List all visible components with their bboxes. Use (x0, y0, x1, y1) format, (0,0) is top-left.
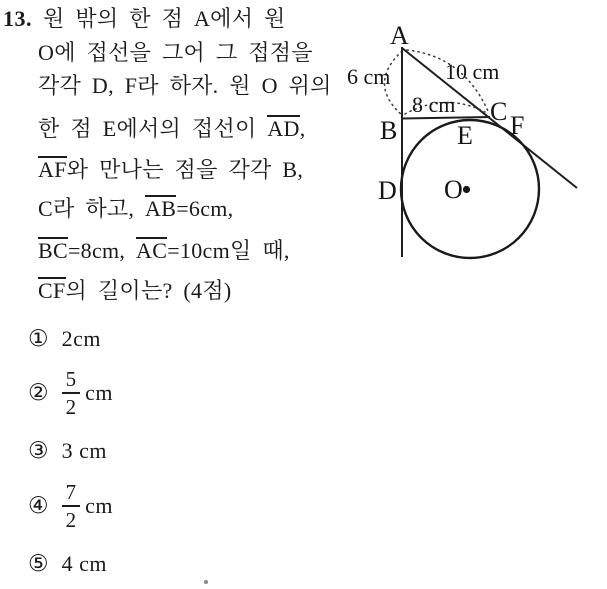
point-label-B: B (380, 116, 398, 145)
problem-line-8 (38, 278, 232, 304)
problem-line-7 (38, 238, 290, 264)
point-label-O: O (444, 175, 463, 204)
line-text: =6cm, (176, 196, 234, 221)
overlined-segment-AD: AD (267, 116, 300, 141)
line-text: 원 밖의 한 점 A에서 원 (43, 6, 286, 31)
overlined-segment-AC: AC (136, 238, 168, 263)
choice-5-marker: ⑤ (28, 551, 49, 577)
problem-line-6 (38, 196, 234, 222)
choice-4-marker: ④ (28, 493, 49, 520)
choice-3-value: 3 cm (61, 438, 108, 463)
point-label-A: A (390, 21, 409, 50)
choice-5-value: 4 cm (61, 551, 108, 576)
choice-2-unit: cm (85, 380, 114, 406)
choice-1 (28, 326, 101, 352)
problem-line-1 (3, 6, 286, 32)
point-label-C: C (490, 97, 508, 126)
point-label-E: E (457, 121, 473, 150)
overlined-segment-AF: AF (38, 157, 67, 182)
choice-2-marker: ② (28, 380, 49, 407)
point-label-D: D (378, 176, 397, 205)
choice-1-value: 2cm (61, 326, 102, 351)
choice-2 (28, 368, 113, 418)
overlined-segment-AB: AB (145, 196, 177, 221)
geometry-diagram (340, 20, 600, 270)
fraction-denominator: 2 (65, 508, 77, 533)
line-text: C라 하고, (38, 196, 146, 221)
line-text: 와 만나는 점을 각각 B, (66, 157, 304, 182)
center-dot (463, 186, 470, 193)
measure-label-8cm: 8 cm (412, 92, 456, 117)
problem-line-3 (38, 73, 332, 99)
choice-3-marker: ③ (28, 438, 49, 464)
fraction-denominator: 2 (65, 395, 77, 420)
problem-line-4 (38, 116, 306, 142)
choice-4 (28, 481, 113, 531)
choice-4-fraction (62, 481, 81, 531)
problem-line-2 (38, 40, 313, 66)
measure-label-6cm: 6 cm (347, 64, 391, 89)
tangent-line-BC (402, 117, 490, 119)
problem-line-5 (38, 157, 303, 183)
stray-mark (204, 580, 208, 584)
line-text: , (299, 116, 306, 141)
overlined-segment-CF: CF (38, 278, 66, 303)
line-text: =10cm일 때, (167, 238, 290, 263)
choice-2-fraction (62, 368, 81, 418)
choice-5 (28, 551, 107, 577)
line-text: O에 접선을 그어 그 접점을 (38, 40, 313, 65)
fraction-numerator: 5 (62, 368, 81, 394)
point-label-F: F (510, 111, 525, 140)
overlined-segment-BC: BC (38, 238, 68, 263)
line-text: 한 점 E에서의 접선이 (38, 116, 268, 141)
line-text: 각각 D, F라 하자. 원 O 위의 (38, 73, 332, 98)
line-text: 의 길이는? (4점) (65, 278, 232, 303)
measure-label-10cm: 10 cm (445, 59, 500, 84)
choice-1-marker: ① (28, 326, 49, 352)
choice-4-unit: cm (85, 493, 114, 519)
choice-3 (28, 438, 107, 464)
line-text: =8cm, (67, 238, 137, 263)
fraction-numerator: 7 (62, 481, 81, 507)
problem-number: 13. (3, 6, 32, 31)
